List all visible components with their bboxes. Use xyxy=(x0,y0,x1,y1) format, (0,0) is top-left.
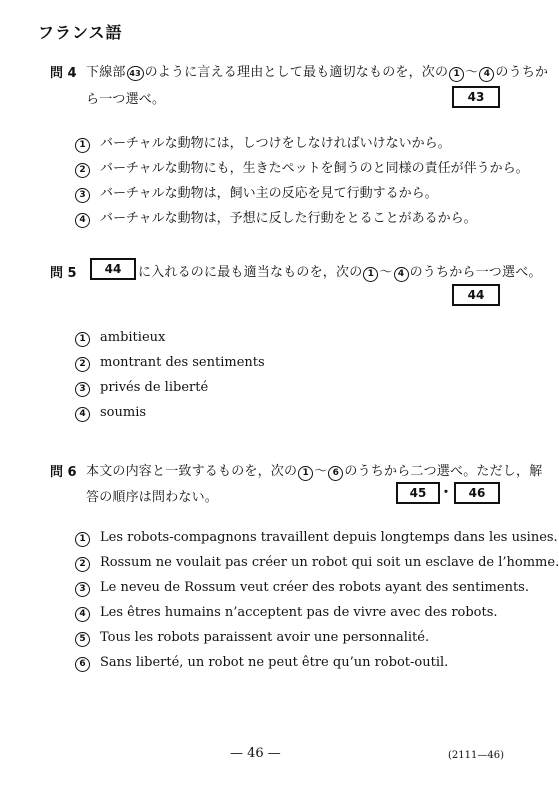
option-number: 2 xyxy=(75,163,90,178)
option-text: soumis xyxy=(100,405,147,420)
q4-range-to: 4 xyxy=(479,67,494,82)
option-number: 1 xyxy=(75,532,90,547)
option-text: Tous les robots paraissent avoir une personnalité. xyxy=(100,630,430,645)
option-number: 4 xyxy=(75,213,90,228)
question-6-label: 問 6 xyxy=(50,465,77,480)
option-text: Les robots-compagnons travaillent depuis longtemps dans les usines. xyxy=(100,530,558,545)
option-number: 4 xyxy=(75,607,90,622)
q4-range-from: 1 xyxy=(449,67,464,82)
q6-range-to: 6 xyxy=(328,466,343,481)
option-number: 6 xyxy=(75,657,90,672)
q5-range-to: 4 xyxy=(394,267,409,282)
option-number: 3 xyxy=(75,582,90,597)
q6-range-from: 1 xyxy=(298,466,313,481)
option-number: 2 xyxy=(75,557,90,572)
q6-tilde: ～ xyxy=(314,464,328,479)
question-5-label: 問 5 xyxy=(50,266,77,281)
question-6-stem-line1 xyxy=(86,460,542,481)
q5-option-1[interactable] xyxy=(74,330,165,347)
answer-box-45[interactable]: 45 xyxy=(396,482,440,504)
q6-option-3[interactable] xyxy=(74,580,529,597)
q6-option-5[interactable] xyxy=(74,630,429,647)
option-text: ambitieux xyxy=(100,330,166,345)
q6-option-4[interactable] xyxy=(74,605,498,622)
q6-option-6[interactable] xyxy=(74,655,448,672)
q4-text-a: 下線部 xyxy=(86,65,126,80)
option-number: 1 xyxy=(75,332,90,347)
option-text: バーチャルな動物は，予想に反した行動をとることがあるから。 xyxy=(100,211,477,226)
q5-text-a: に入れるのに最も適当なものを，次の xyxy=(138,265,363,280)
answer-box-46[interactable]: 46 xyxy=(454,482,500,504)
option-text: privés de liberté xyxy=(100,380,209,395)
inline-blank-44: 44 xyxy=(90,258,136,280)
question-4-stem-line2: ら一つ選べ。 xyxy=(86,92,166,107)
question-4-stem-line1 xyxy=(86,61,548,82)
option-text: Les êtres humains n’acceptent pas de vivre avec des robots. xyxy=(100,605,498,620)
option-text: バーチャルな動物にも，生きたペットを飼うのと同様の責任が伴うから。 xyxy=(100,161,529,176)
option-number: 3 xyxy=(75,188,90,203)
q5-text-b: のうちから一つ選べ。 xyxy=(409,265,542,280)
q5-option-4[interactable] xyxy=(74,405,146,422)
q4-tilde: ～ xyxy=(465,65,479,80)
exam-code: (2111—46) xyxy=(448,750,504,761)
q4-text-b: のように言える理由として最も適切なものを，次の xyxy=(144,65,449,80)
q5-tilde: ～ xyxy=(379,265,393,280)
q6-option-2[interactable] xyxy=(74,555,559,572)
q6-text-b: のうちから二つ選べ。ただし，解 xyxy=(344,464,543,479)
option-text: Rossum ne voulait pas créer un robot qui soit un esclave de l’homme. xyxy=(100,555,559,570)
page-number: — 46 — xyxy=(230,746,281,761)
q4-option-4[interactable] xyxy=(74,207,477,228)
option-number: 5 xyxy=(75,632,90,647)
question-5-stem xyxy=(138,261,542,282)
option-number: 2 xyxy=(75,357,90,372)
q5-range-from: 1 xyxy=(363,267,378,282)
option-number: 1 xyxy=(75,138,90,153)
q4-underline-ref: 43 xyxy=(127,66,144,81)
q4-option-1[interactable] xyxy=(74,132,451,153)
answer-separator: ・ xyxy=(439,485,453,501)
answer-box-43[interactable]: 43 xyxy=(452,86,500,108)
option-number: 3 xyxy=(75,382,90,397)
question-6-stem-line2: 答の順序は問わない。 xyxy=(86,490,219,505)
option-text: バーチャルな動物は，飼い主の反応を見て行動するから。 xyxy=(100,186,438,201)
option-text: Le neveu de Rossum veut créer des robots ayant des sentiments. xyxy=(100,580,529,595)
option-text: バーチャルな動物には，しつけをしなければいけないから。 xyxy=(100,136,451,151)
answer-box-44[interactable]: 44 xyxy=(452,284,500,306)
option-number: 4 xyxy=(75,407,90,422)
question-4-label: 問 4 xyxy=(50,66,77,81)
option-text: Sans liberté, un robot ne peut être qu’un robot-outil. xyxy=(100,655,449,670)
q4-option-2[interactable] xyxy=(74,157,529,178)
q6-option-1[interactable] xyxy=(74,530,558,547)
q4-option-3[interactable] xyxy=(74,182,438,203)
q5-option-3[interactable] xyxy=(74,380,208,397)
q4-text-c: のうちか xyxy=(495,65,549,80)
subject-title: フランス語 xyxy=(38,23,123,42)
q5-option-2[interactable] xyxy=(74,355,265,372)
option-text: montrant des sentiments xyxy=(100,355,265,370)
q6-text-a: 本文の内容と一致するものを，次の xyxy=(86,464,298,479)
